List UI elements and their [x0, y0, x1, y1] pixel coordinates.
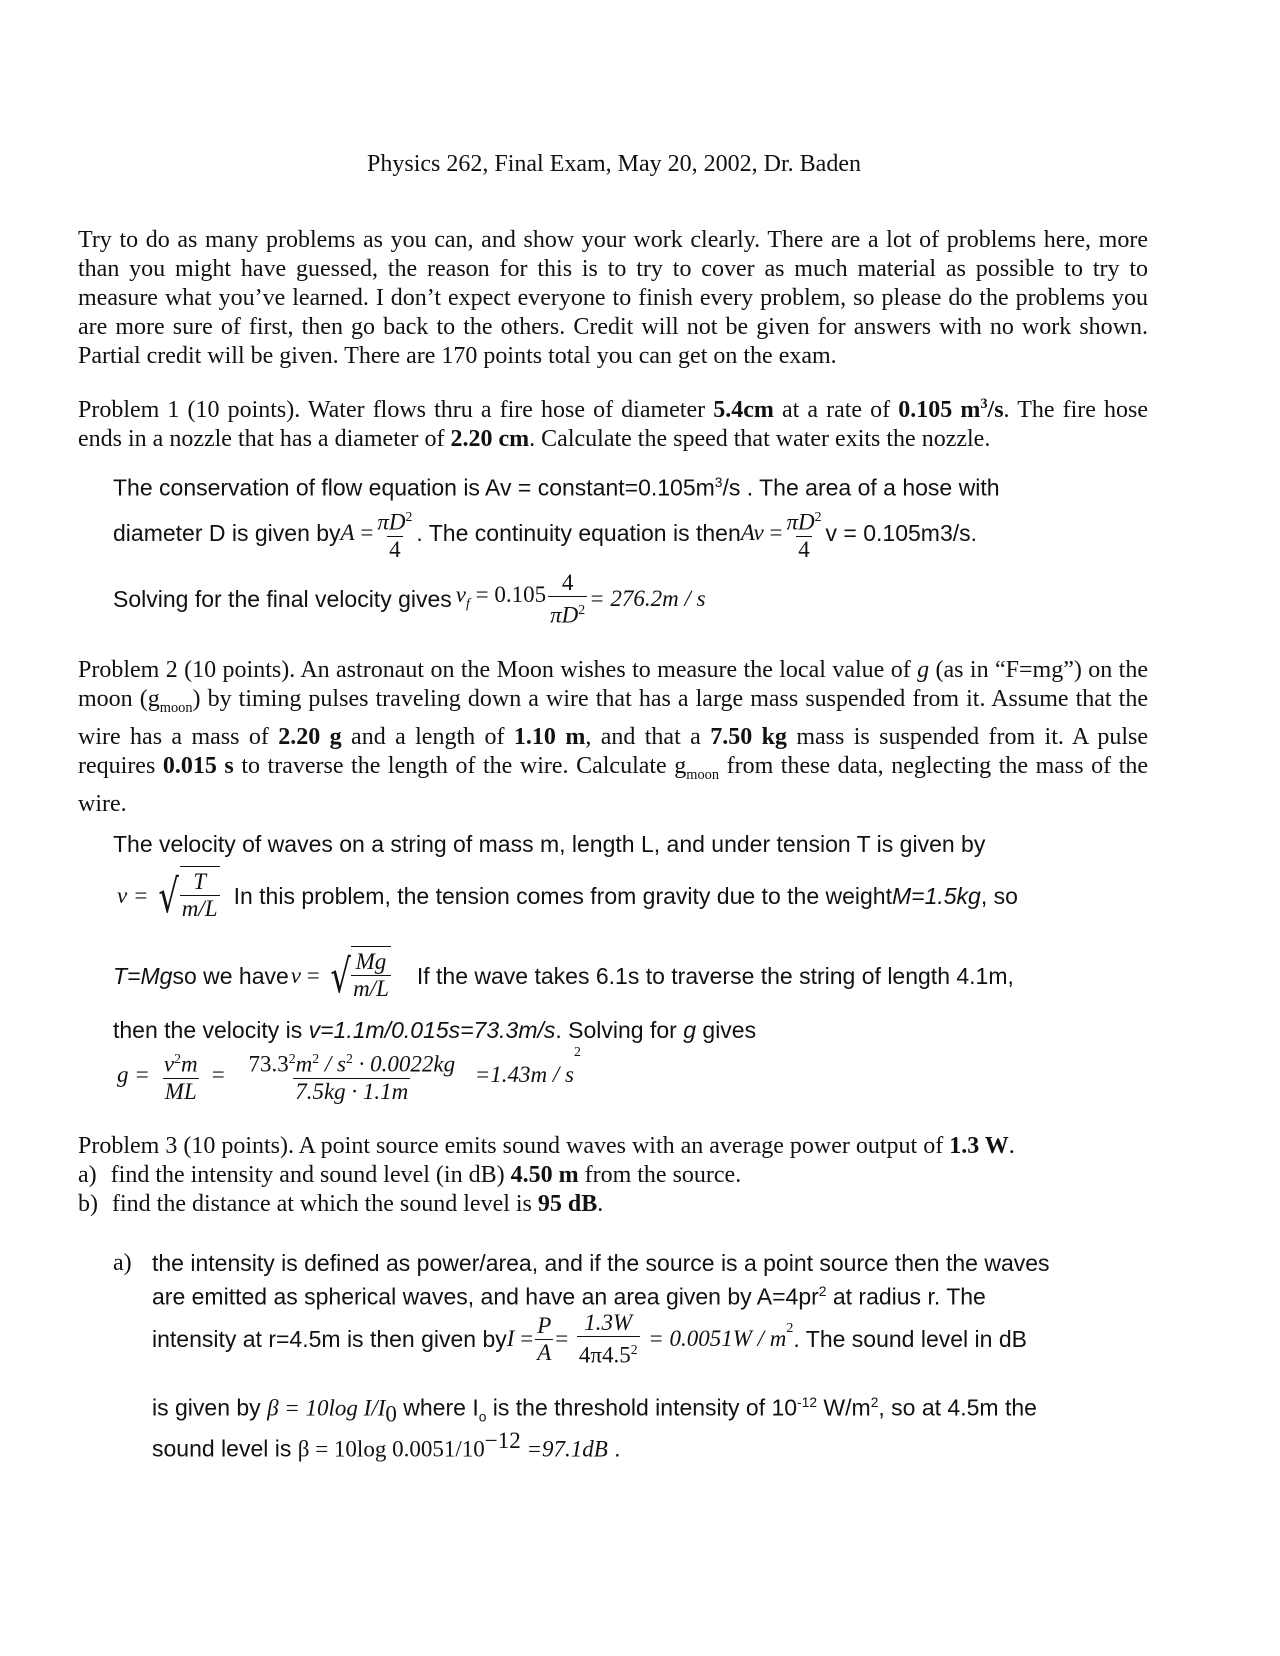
problem-3-solution-line-4: is given by β = 10log $I/I_0$ where $I_o$ is the threshold intensity of $10^{-12}$ $W/m^2$, so at 4.5m the — [152, 1394, 1037, 1427]
final-velocity-result: = 276.2m / s — [589, 586, 706, 612]
problem-1-question: Problem 1 (10 points). Water flows thru a fire hose of diameter 5.4cm at a rate of 0.105 $m^3/s$. The fire hose ends in a nozzle that has a diameter of 2.20 cm. Calculate the speed that water exits the nozzle. — [78, 396, 1148, 452]
problem-2-solution-line-4: then the velocity is v=1.1m/0.015s=73.3m/s. Solving for g gives — [113, 1017, 757, 1043]
wave-velocity-formula: v = — [117, 883, 149, 908]
problem-3-solution-marker: a) — [113, 1250, 132, 1276]
problem-3-solution-line-3: intensity at r=4.5m is then given by I = $\frac{P}{A}$ = $\frac{1.3W}{4\pi 4.5^2}$ = 0.0051W / m $^2$ . The sound level in dB — [152, 1310, 1027, 1368]
problem-1-solution-line-1: The conservation of flow equation is $Av = constant=0.105m^3/s$ . The area of a hose with — [113, 474, 1000, 501]
problem-1-solution-line-2: diameter D is given by A = $\frac{\pi D^2}{4}$ . The continuity equation is then Av = $\frac{\pi D^2}{4}$ v = 0.105m3/s. — [113, 504, 977, 563]
problem-2-question: Problem 2 (10 points). An astronaut on the Moon wishes to measure the local value of g (as in “F=mg”) on the moon $(g_{moon})$ by timing pulses traveling down a wire that has a large mass suspended from it. Assume that the wire has a mass of 2.20 g and a length of 1.10 m, and that a 7.50 kg mass is suspended from it. A pulse requires 0.015 s to traverse the length of the wire. Calculate $g_{moon}$ from these data, neglecting the mass of the wire. — [78, 657, 1149, 817]
wave-velocity-sqrt-mg: √ $\frac{Mg}{m/L}$ — [326, 946, 391, 1006]
problem-3-solution-line-5: sound level is β = 10log $0.0051/10^{-12} =97.1dB$ . — [152, 1428, 621, 1462]
problem-2-solution-line-2: v = √ $\frac{T}{m/L}$ In this problem, the tension comes from gravity due to the weight M=1.5kg , so — [117, 866, 1018, 926]
final-velocity-formula: $v_f = 0.105$ — [455, 582, 547, 611]
continuity-formula: Av = — [740, 520, 783, 546]
problem-3-question: Problem 3 (10 points). A point source emits sound waves with an average power output of 1.3 W. — [78, 1133, 1015, 1159]
problem-2-solution-line-3: T=Mg so we have v = √ $\frac{Mg}{m/L}$ If the wave takes 6.1s to traverse the string of length 4.1m, — [113, 946, 1014, 1006]
final-velocity-fraction: $\frac{4}{\pi D^2}$ — [550, 570, 586, 628]
instructions-paragraph: Try to do as many problems as you can, and show your work clearly. There are a lot of problems here, more than you might have guessed, the reason for this is to try to cover as much material as possible to try to measure what you’ve learned. I don’t expect everyone to finish every problem, so please do the problems you are more sure of first, then go back to the others. Credit will not be given for answers with no work shown. Partial credit will be given. There are 170 points total you can get on the exam. — [78, 227, 1148, 369]
problem-3-part-a: a) find the intensity and sound level (in dB) 4.50 m from the source. — [78, 1162, 742, 1188]
page-title: Physics 262, Final Exam, May 20, 2002, Dr. Baden — [367, 151, 861, 177]
area-fraction: $\frac{\pi D^2}{4}$ — [377, 509, 413, 562]
problem-1-solution-line-3: Solving for the final velocity gives $v_f = 0.105$ $\frac{4}{\pi D^2}$ = 276.2m / s — [113, 570, 706, 628]
continuity-fraction: $\frac{\pi D^2}{4}$ — [786, 509, 822, 562]
problem-2-g-calculation: g = $\frac{v^2m}{ML}$ = $\frac{73.3^2m^2 / s^2 \cdot 0.0022kg}{7.5kg \cdot 1.1m}$ =1.43m / s 2 — [117, 1044, 581, 1104]
problem-3-solution-line-1: the intensity is defined as power/area, and if the source is a point source then the waves — [152, 1250, 1050, 1276]
problem-3-solution-line-2: are emitted as spherical waves, and have an area given by $A=4pr^2$ at radius r. The — [152, 1283, 986, 1310]
problem-3-part-b: b) find the distance at which the sound level is 95 dB. — [78, 1191, 604, 1217]
wave-velocity-sqrt: √ $\frac{T}{m/L}$ — [154, 866, 219, 926]
problem-2-solution-line-1: The velocity of waves on a string of mass m, length L, and under tension T is given by — [113, 831, 986, 857]
area-formula: A = — [340, 520, 374, 546]
